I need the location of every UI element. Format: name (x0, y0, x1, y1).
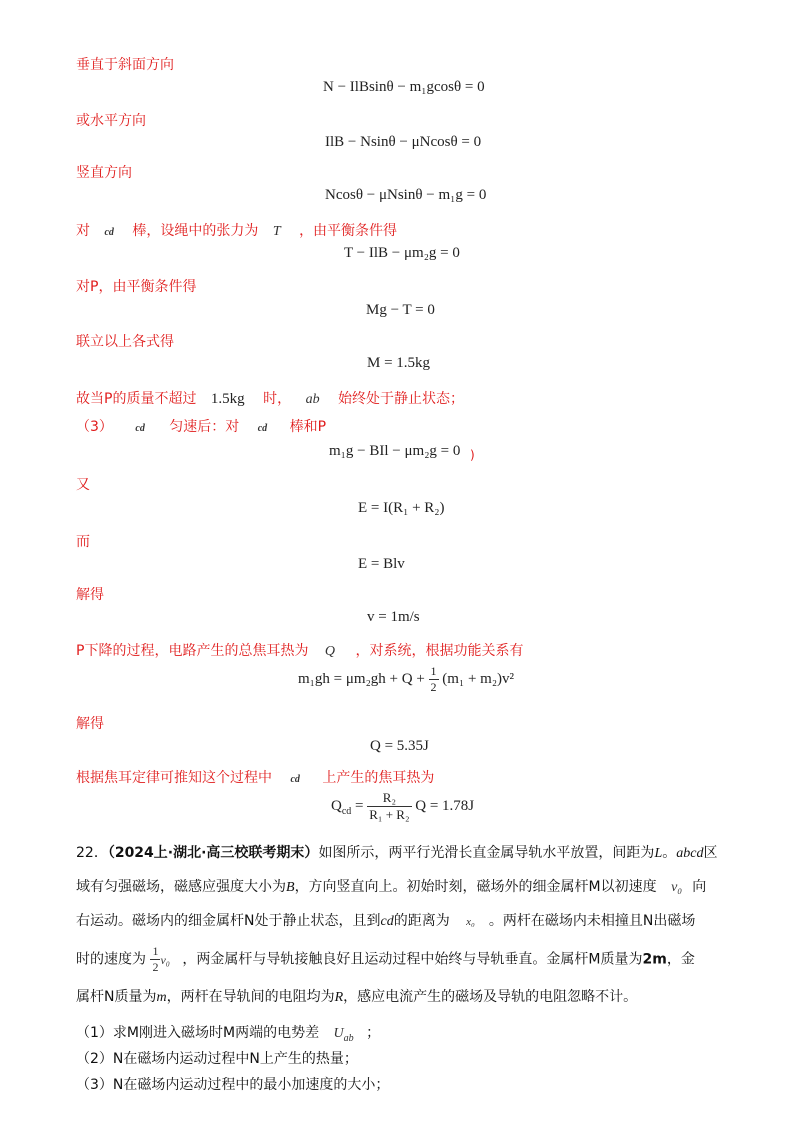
equation-12: m₁gh = μm₂gh + Q + $\frac{1}{2}$ (m₁ + m₂)v² (298, 664, 515, 694)
line-joule-law: 根据焦耳定律可推知这个过程中 cd 上产生的焦耳热为 (76, 770, 435, 786)
problem-line-5: 属杆N质量为m，两杆在导轨间的电阻均为R，感应电流产生的磁场及导轨的电阻忽略不计。 (76, 989, 638, 1005)
line-horizontal-label: 或水平方向 (76, 113, 146, 129)
line-cd-rod: 对 cd 棒，设绳中的张力为 T ，由平衡条件得 (76, 223, 398, 239)
question-3: （3）N在磁场内运动过程中的最小加速度的大小； (76, 1077, 390, 1093)
line-perpendicular-label: 垂直于斜面方向 (76, 57, 174, 73)
equation-5: Mg − T = 0 (366, 302, 435, 318)
line-p-balance: 对P，由平衡条件得 (76, 279, 197, 295)
problem-line-3: 右运动。磁场内的细金属杆N处于静止状态，且到cd的距离为 x₀ 。两杆在磁场内未相撞且N出磁场 (76, 913, 696, 929)
problem-line-2: 域有匀强磁场，磁感应强度大小为B，方向竖直向上。初始时刻，磁场外的细金属杆M以初速度 v₀ 向 (76, 879, 707, 895)
question-1: （1）求M刚进入磁场时M两端的电势差 $U_{ab}$ ； (76, 1025, 381, 1044)
line-combine: 联立以上各式得 (76, 334, 174, 350)
line-conclusion: 故当P的质量不超过 1.5kg 时， ab 始终处于静止状态； (76, 391, 465, 407)
line-solve-1: 解得 (76, 587, 104, 603)
equation-13: Q = 5.35J (370, 738, 429, 754)
line-solve-2: 解得 (76, 716, 104, 732)
equation-10: E = Blv (358, 556, 405, 572)
equation-3: Ncosθ − μNsinθ − m₁g = 0 (325, 187, 487, 203)
equation-4: T − IlB − μm₂g = 0 (344, 245, 460, 261)
line-part3: （3） cd 匀速后：对 cd 棒和P (76, 419, 327, 435)
equation-9: E = I(R₁ + R₂) (358, 500, 445, 516)
line-vertical-label: 竖直方向 (76, 165, 132, 181)
equation-1: N − IlBsinθ − m₁gcosθ = 0 (323, 79, 485, 95)
problem-line-4: 时的速度为 $\frac{1}{2}$ v₀ ，两金属杆与导轨接触良好且运动过程中始终与导轨垂直。金属杆M质量为2m，金 (76, 944, 695, 974)
equation-8-paren: ) (470, 448, 475, 462)
question-2: （2）N在磁场内运动过程中N上产生的热量； (76, 1051, 358, 1067)
equation-2: IlB − Nsinθ − μNcosθ = 0 (325, 134, 482, 150)
equation-8: m₁g − BIl − μm₂g = 0 (329, 443, 461, 459)
problem-line-1: 22．（2024上·湖北·高三校联考期末）如图所示，两平行光滑长直金属导轨水平放置，间距为L。abcd区 (76, 845, 718, 861)
line-also: 又 (76, 477, 90, 493)
line-p-falling: P下降的过程，电路产生的总焦耳热为 Q ，对系统，根据功能关系有 (76, 643, 524, 659)
equation-11: v = 1m/s (367, 609, 420, 625)
equation-14: $Q_{cd}$ = $\frac{\text{R₂}}{\text{R₁ + R₂}}$ Q = 1.78J (331, 790, 475, 822)
equation-6: M = 1.5kg (367, 355, 431, 371)
line-and: 而 (76, 534, 90, 550)
